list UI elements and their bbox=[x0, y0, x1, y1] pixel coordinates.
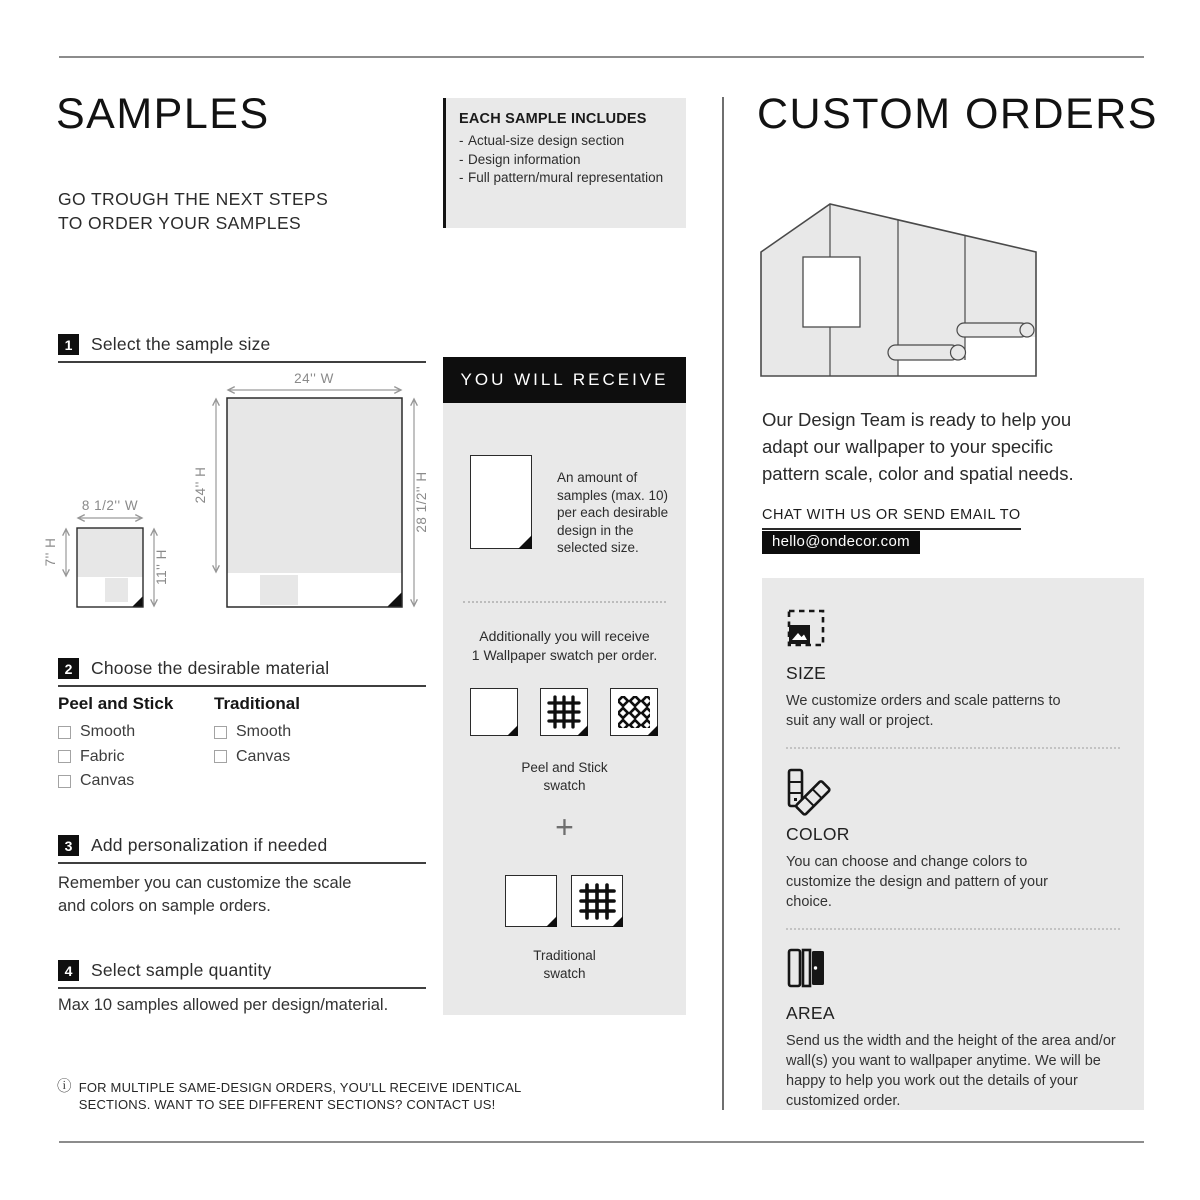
step-2-number-badge: 2 bbox=[58, 658, 79, 679]
wallpapered-wall-diagram bbox=[760, 200, 1038, 378]
custom-options-panel bbox=[762, 578, 1144, 1110]
bullet: - bbox=[459, 151, 464, 167]
step-2-title: Choose the desirable material bbox=[91, 658, 330, 678]
size-resize-icon bbox=[786, 608, 826, 648]
grid-swatch-icon bbox=[571, 875, 623, 927]
peel-and-stick-title: Peel and Stick bbox=[58, 694, 174, 713]
crosshatch-swatch-icon bbox=[610, 688, 658, 736]
email-address[interactable]: hello@ondecor.com bbox=[762, 531, 920, 554]
sample-size-diagram bbox=[43, 371, 430, 614]
material-option bbox=[214, 748, 370, 766]
grid-swatch-icon bbox=[540, 688, 588, 736]
checkbox[interactable] bbox=[58, 775, 71, 788]
step-2-header bbox=[58, 658, 426, 687]
size-section-text: We customize orders and scale patterns to suit any wall or project. bbox=[786, 693, 1061, 729]
window bbox=[803, 257, 860, 327]
blank-swatch-icon bbox=[470, 688, 518, 736]
folded-corner-icon bbox=[647, 725, 658, 736]
step-1-number-badge: 1 bbox=[58, 334, 79, 355]
step-4-title: Select sample quantity bbox=[91, 960, 272, 980]
wallpaper-roll bbox=[888, 345, 959, 360]
bullet: - bbox=[459, 170, 464, 185]
folded-corner-icon bbox=[546, 916, 557, 927]
bottom-divider bbox=[59, 1141, 1144, 1143]
material-option-label: Canvas bbox=[80, 772, 135, 789]
checkbox[interactable] bbox=[58, 750, 71, 763]
area-section-text: Send us the width and the height of the area and/or wall(s) you want to wallpaper anytime. We will be happy to help you work out the details of your customized order. bbox=[786, 1033, 1116, 1109]
traditional-title: Traditional bbox=[214, 694, 300, 713]
info-icon: ⓘ bbox=[57, 1079, 72, 1095]
peel-and-stick-swatch-caption: Peel and Stick swatch bbox=[521, 760, 608, 793]
material-option bbox=[58, 772, 214, 790]
materials-section bbox=[58, 694, 370, 797]
chat-with-us-label: CHAT WITH US OR SEND EMAIL TO bbox=[762, 507, 1021, 530]
traditional-column bbox=[214, 694, 370, 797]
large-width-label: 24'' W bbox=[294, 371, 334, 386]
samples-amount-text: An amount of samples (max. 10) per each desirable design in the selected size. bbox=[557, 470, 669, 555]
small-width-label: 8 1/2'' W bbox=[81, 498, 139, 513]
large-full-height-label: 28 1/2'' H bbox=[414, 471, 429, 533]
color-section-text: You can choose and change colors to customize the design and pattern of your choice. bbox=[786, 854, 1048, 910]
step-1-header bbox=[58, 334, 426, 363]
material-option bbox=[58, 748, 214, 766]
wallpaper-roll bbox=[957, 323, 1028, 337]
personalization-note: Remember you can customize the scale and colors on sample orders. bbox=[58, 874, 352, 915]
samples-intro bbox=[58, 188, 328, 235]
peel-and-stick-column bbox=[58, 694, 214, 797]
additional-swatch-text: Additionally you will receive 1 Wallpaper swatch per order. bbox=[471, 628, 658, 663]
step-3-number-badge: 3 bbox=[58, 835, 79, 856]
folded-corner-icon bbox=[577, 725, 588, 736]
area-wall-panels-icon bbox=[786, 948, 826, 988]
step-1-title: Select the sample size bbox=[91, 334, 271, 354]
plus-icon: + bbox=[555, 809, 574, 845]
intro-line: GO TROUGH THE NEXT STEPS bbox=[58, 189, 329, 209]
folded-corner-icon bbox=[507, 725, 518, 736]
column-divider bbox=[722, 97, 724, 1110]
material-option-label: Fabric bbox=[80, 747, 125, 765]
quantity-note: Max 10 samples allowed per design/material. bbox=[58, 996, 389, 1014]
material-option bbox=[214, 723, 370, 741]
material-option bbox=[58, 723, 214, 741]
large-height-label: 24'' H bbox=[193, 466, 208, 504]
sample-page-icon bbox=[470, 455, 532, 549]
dotted-divider bbox=[786, 928, 1120, 930]
step-3-title: Add personalization if needed bbox=[91, 835, 328, 855]
each-sample-includes-box bbox=[443, 98, 686, 228]
includes-title: EACH SAMPLE INCLUDES bbox=[459, 111, 647, 127]
material-option-label: Smooth bbox=[80, 723, 136, 740]
checkbox[interactable] bbox=[58, 726, 71, 739]
material-option-label: Smooth bbox=[236, 723, 292, 740]
step-4-number-badge: 4 bbox=[58, 960, 79, 981]
includes-item-text: Full pattern/mural representation bbox=[468, 170, 664, 185]
includes-item bbox=[459, 151, 678, 170]
top-divider bbox=[59, 56, 1144, 58]
material-option-label: Canvas bbox=[236, 747, 291, 765]
folded-corner-icon bbox=[518, 535, 532, 549]
color-swatch-fan-icon bbox=[786, 767, 832, 809]
bullet: - bbox=[459, 133, 464, 148]
step-4-header bbox=[58, 960, 426, 989]
intro-line: TO ORDER YOUR SAMPLES bbox=[58, 212, 302, 233]
traditional-swatch-caption: Traditional swatch bbox=[533, 948, 596, 981]
includes-item bbox=[459, 132, 678, 151]
dotted-divider bbox=[463, 601, 666, 603]
color-section-title: COLOR bbox=[786, 824, 850, 844]
dotted-divider bbox=[786, 747, 1120, 749]
includes-item bbox=[459, 169, 678, 188]
includes-item-text: Design information bbox=[468, 151, 581, 167]
custom-orders-title: CUSTOM ORDERS bbox=[757, 90, 1158, 138]
footnote bbox=[57, 1079, 521, 1113]
includes-item-text: Actual-size design section bbox=[468, 133, 625, 148]
size-section-title: SIZE bbox=[786, 663, 827, 683]
checkbox[interactable] bbox=[214, 726, 227, 739]
small-full-height-label: 11'' H bbox=[154, 549, 169, 585]
you-will-receive-header: YOU WILL RECEIVE bbox=[443, 357, 686, 403]
checkbox[interactable] bbox=[214, 750, 227, 763]
design-team-paragraph: Our Design Team is ready to help you adapt our wallpaper to your specific pattern scale, color and spatial needs. bbox=[762, 409, 1074, 484]
blank-swatch-icon bbox=[505, 875, 557, 927]
small-height-label: 7'' H bbox=[43, 537, 58, 567]
footnote-text: FOR MULTIPLE SAME-DESIGN ORDERS, YOU'LL RECEIVE IDENTICAL SECTIONS. WANT TO SEE DIFFERENT SECTIONS? CONTACT US! bbox=[78, 1080, 522, 1112]
step-3-header bbox=[58, 835, 426, 864]
you-will-receive-panel bbox=[443, 357, 686, 1015]
samples-title: SAMPLES bbox=[56, 90, 270, 138]
area-section-title: AREA bbox=[786, 1003, 835, 1023]
folded-corner-icon bbox=[612, 916, 623, 927]
